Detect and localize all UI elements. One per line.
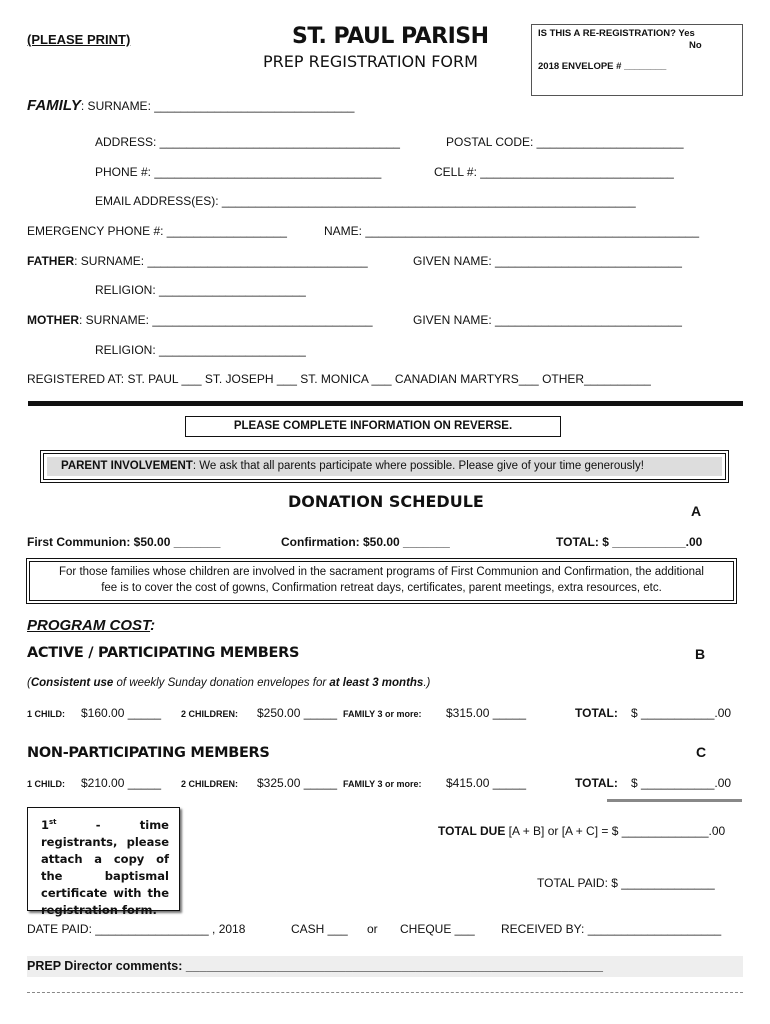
confirmation-field[interactable]: Confirmation: $50.00 _______ (281, 535, 450, 549)
active-total-field[interactable]: $ ___________.00 (631, 706, 732, 720)
donation-note-line2: fee is to cover the cost of gowns, Confirmation retreat days, certificates, parent meetings, extra resources, etc. (101, 582, 662, 594)
parent-involvement-label: PARENT INVOLVEMENT (61, 460, 193, 472)
email-field[interactable]: EMAIL ADDRESS(ES): ______________________________________________________________ (95, 194, 636, 208)
section-letter-a: A (691, 503, 702, 519)
father-given-name-field[interactable]: GIVEN NAME: ____________________________ (413, 254, 682, 268)
family-section (27, 97, 354, 115)
parent-involvement-text (47, 457, 722, 476)
non-one-child-label: 1 CHILD: (27, 779, 65, 789)
total-due-label: TOTAL DUE (438, 824, 506, 838)
total-due-field[interactable]: [A + B] or [A + C] = $ _____________.00 (505, 824, 726, 838)
active-members-condition (27, 677, 430, 689)
director-comments-field[interactable]: PREP Director comments: ____________________________________________________________ (27, 956, 743, 977)
donation-schedule-title: DONATION SCHEDULE (288, 492, 484, 511)
or-label: or (367, 922, 378, 936)
active-family-field[interactable]: $315.00 _____ (446, 706, 527, 720)
non-participating-title: NON-PARTICIPATING MEMBERS (27, 745, 270, 761)
active-family-label: FAMILY 3 or more: (343, 709, 422, 719)
first-communion-field[interactable]: First Communion: $50.00 _______ (27, 535, 221, 549)
mother-row (27, 313, 373, 327)
non-two-children-label: 2 CHILDREN: (181, 779, 239, 789)
parent-involvement-box (43, 453, 726, 480)
section-letter-c: C (696, 744, 707, 760)
donation-total-field[interactable]: TOTAL: $ ___________.00 (556, 535, 703, 549)
family-surname-field[interactable]: : SURNAME: ______________________________ (80, 99, 355, 113)
non-one-child-field[interactable]: $210.00 _____ (81, 776, 162, 790)
total-paid-field[interactable]: TOTAL PAID: $ ______________ (537, 876, 715, 890)
please-print-note: (PLEASE PRINT) (27, 32, 131, 47)
condition-open-paren: ( (27, 677, 31, 689)
family-label: FAMILY (27, 97, 81, 114)
cheque-field[interactable]: CHEQUE ___ (400, 922, 475, 936)
registered-at-field[interactable]: REGISTERED AT: ST. PAUL ___ ST. JOSEPH ___ ST. MONICA ___ CANADIAN MARTYRS___ OTHER__________ (27, 372, 651, 386)
condition-bold-2: at least 3 months (329, 677, 424, 689)
non-total-label: TOTAL: (575, 776, 618, 790)
page-title: ST. PAUL PARISH (292, 24, 489, 49)
active-one-child-label: 1 CHILD: (27, 709, 65, 719)
page-subtitle: PREP REGISTRATION FORM (263, 52, 478, 71)
re-registration-no: No (689, 40, 702, 51)
non-family-field[interactable]: $415.00 _____ (446, 776, 527, 790)
non-two-children-field[interactable]: $325.00 _____ (257, 776, 338, 790)
first-time-registrants-note (27, 807, 180, 917)
father-surname-field[interactable]: : SURNAME: _________________________________ (74, 254, 368, 268)
first-time-number: 1 (41, 817, 50, 832)
father-label: FATHER (27, 254, 75, 268)
first-time-suffix: st (49, 818, 57, 826)
postal-code-field[interactable]: POSTAL CODE: ______________________ (446, 135, 684, 149)
total-separator (607, 799, 742, 802)
donation-note-box (29, 561, 734, 601)
condition-close: .) (423, 677, 431, 689)
mother-given-name-field[interactable]: GIVEN NAME: ____________________________ (413, 313, 682, 327)
active-two-children-label: 2 CHILDREN: (181, 709, 239, 719)
active-one-child-field[interactable]: $160.00 _____ (81, 706, 162, 720)
active-total-label: TOTAL: (575, 706, 618, 720)
condition-text: of weekly Sunday donation envelopes for (113, 677, 330, 689)
program-cost-heading (27, 617, 155, 634)
program-cost-title: PROGRAM COST (27, 617, 151, 634)
reverse-notice: PLEASE COMPLETE INFORMATION ON REVERSE. (185, 416, 561, 437)
first-time-instructions: please attach a copy of the baptismal certificate with the registration form. (41, 834, 169, 917)
cell-field[interactable]: CELL #: _____________________________ (434, 165, 674, 179)
mother-label: MOTHER (27, 313, 79, 327)
parent-involvement-message: : We ask that all parents participate where possible. Please give of your time generously! (192, 460, 644, 472)
condition-bold-1: Consistent use (30, 677, 114, 689)
cash-field[interactable]: CASH ___ (291, 922, 348, 936)
phone-field[interactable]: PHONE #: __________________________________ (95, 165, 382, 179)
active-members-title: ACTIVE / PARTICIPATING MEMBERS (27, 645, 300, 661)
active-two-children-field[interactable]: $250.00 _____ (257, 706, 338, 720)
received-by-field[interactable]: RECEIVED BY: ____________________ (501, 922, 722, 936)
mother-religion-field[interactable]: RELIGION: ______________________ (95, 343, 306, 357)
emergency-phone-field[interactable]: EMERGENCY PHONE #: __________________ (27, 224, 287, 238)
section-letter-b: B (695, 646, 706, 662)
first-time-text: - time registrants, (41, 817, 169, 849)
envelope-number-field[interactable]: 2018 ENVELOPE # ________ (538, 61, 667, 72)
father-row (27, 254, 368, 268)
non-total-field[interactable]: $ ___________.00 (631, 776, 732, 790)
non-family-label: FAMILY 3 or more: (343, 779, 422, 789)
address-field[interactable]: ADDRESS: ____________________________________ (95, 135, 400, 149)
program-cost-colon: : (150, 617, 156, 634)
comments-extra-line (27, 992, 743, 993)
father-religion-field[interactable]: RELIGION: ______________________ (95, 283, 306, 297)
donation-note-line1: For those families whose children are involved in the sacrament programs of First Communion and Confirmation, the additional (59, 566, 704, 578)
date-paid-field[interactable]: DATE PAID: _________________ , 2018 (27, 922, 246, 936)
section-divider (28, 401, 743, 406)
re-registration-question: IS THIS A RE-REGISTRATION? Yes (538, 28, 695, 39)
emergency-name-field[interactable]: NAME: __________________________________________________ (324, 224, 700, 238)
total-due-row (438, 824, 725, 838)
mother-surname-field[interactable]: : SURNAME: _________________________________ (79, 313, 373, 327)
